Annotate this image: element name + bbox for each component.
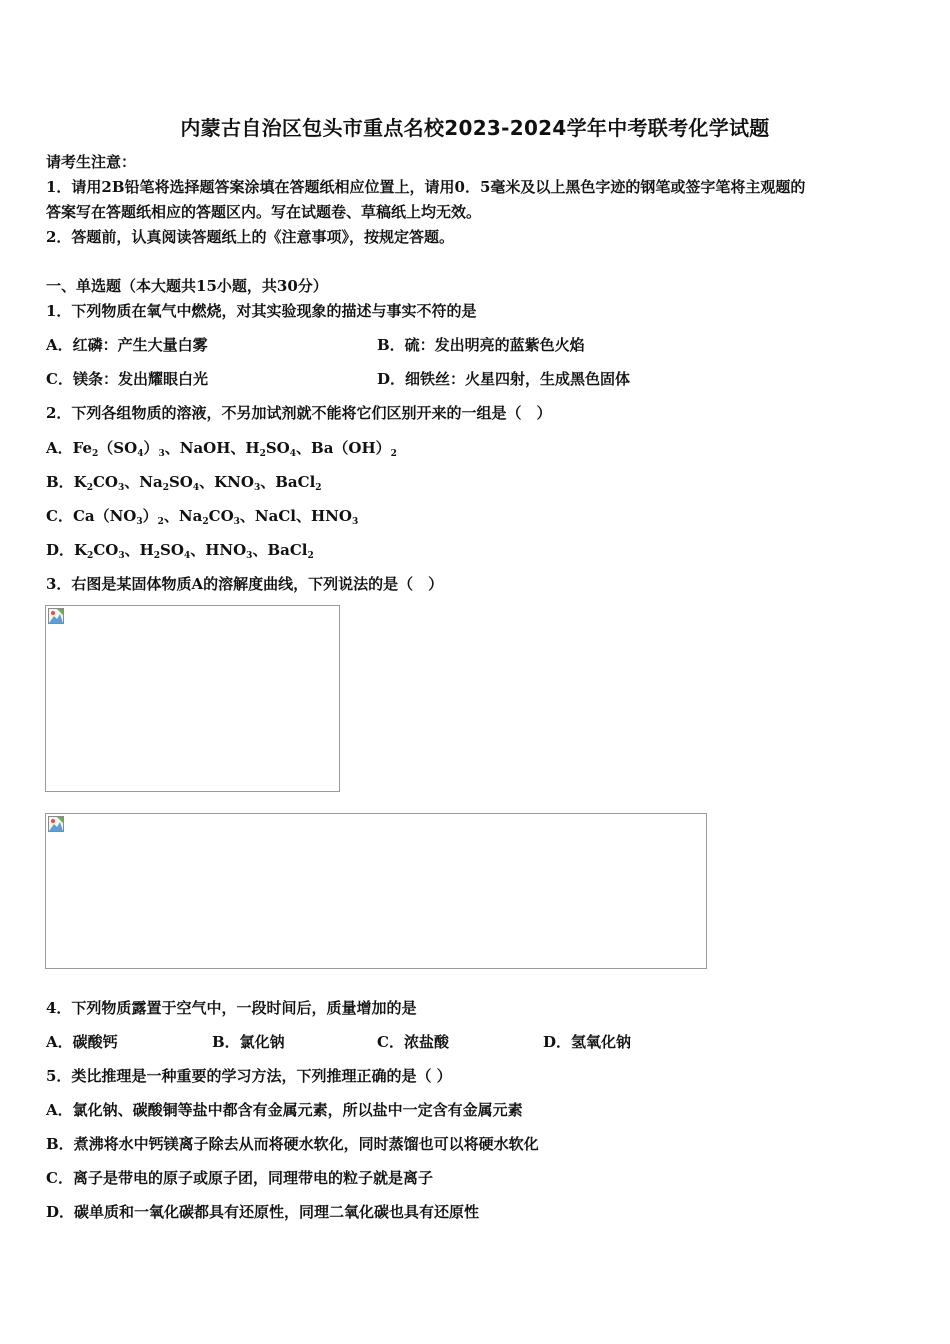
q2-option-b: B．$K_2CO_3$、$Na_2SO_4$、$KNO_3$、BaCl$_2$ — [46, 473, 322, 493]
q1-stem: 1．下列物质在氧气中燃烧，对其实验现象的描述与事实不符的是 — [46, 302, 477, 320]
q5-option-d: D．碳单质和一氧化碳都具有还原性，同理二氧化碳也具有还原性 — [46, 1203, 480, 1221]
page-title: 内蒙古自治区包头市重点名校2023-2024学年中考联考化学试题 — [180, 116, 770, 140]
q5-option-c: C．离子是带电的原子或原子团，同理带电的粒子就是离子 — [46, 1169, 433, 1187]
q4-option-d: D．氢氧化钠 — [543, 1033, 632, 1051]
notice-line-1: 1．请用2B铅笔将选择题答案涂填在答题纸相应位置上，请用0．5毫米及以上黑色字迹的钢笔或签字笔将主观题的 — [46, 178, 806, 196]
q4-option-b: B．氯化钠 — [212, 1033, 285, 1051]
section-heading: 一、单选题（本大题共15小题，共30分） — [46, 277, 328, 295]
q1-option-a: A．红磷：产生大量白雾 — [46, 336, 208, 354]
notice-heading: 请考生注意： — [46, 153, 137, 171]
q3-options-figure-placeholder — [45, 813, 707, 969]
q2-option-d: D．$K_2CO_3$、$H_2SO_4$、$HNO_3$、BaCl$_2$ — [46, 541, 314, 561]
q5-stem: 5．类比推理是一种重要的学习方法，下列推理正确的是（ ） — [46, 1067, 452, 1085]
q4-stem: 4．下列物质露置于空气中，一段时间后，质量增加的是 — [46, 999, 417, 1017]
q2-option-c: C．$Ca(NO_3)_2$、$Na_2CO_3$、NaCl、$HNO_3$ — [46, 507, 359, 527]
q5-option-b: B．煮沸将水中钙镁离子除去从而将硬水软化，同时蒸馏也可以将硬水软化 — [46, 1135, 539, 1153]
q5-option-a: A．氯化钠、碳酸铜等盐中都含有金属元素，所以盐中一定含有金属元素 — [46, 1101, 523, 1119]
q1-option-d: D．细铁丝：火星四射，生成黑色固体 — [377, 370, 631, 388]
q4-option-c: C．浓盐酸 — [377, 1033, 449, 1051]
q2-option-a: A．$Fe_2(SO_4)_3$、NaOH、$H_2SO_4$、$Ba(OH)_2$ — [46, 439, 397, 459]
notice-line-1-cont: 答案写在答题纸相应的答题区内。写在试题卷、草稿纸上均无效。 — [46, 203, 482, 221]
q4-option-a: A．碳酸钙 — [46, 1033, 118, 1051]
q3-stem: 3．右图是某固体物质A的溶解度曲线，下列说法的是（ ） — [46, 575, 444, 593]
q1-option-c: C．镁条：发出耀眼白光 — [46, 370, 208, 388]
broken-image-icon — [48, 816, 64, 832]
broken-image-icon — [48, 608, 64, 624]
q3-figure-placeholder — [45, 605, 340, 792]
q2-stem: 2．下列各组物质的溶液，不另加试剂就不能将它们区别开来的一组是（ ） — [46, 404, 552, 422]
notice-line-2: 2．答题前，认真阅读答题纸上的《注意事项》，按规定答题。 — [46, 228, 454, 246]
q1-option-b: B．硫：发出明亮的蓝紫色火焰 — [377, 336, 585, 354]
